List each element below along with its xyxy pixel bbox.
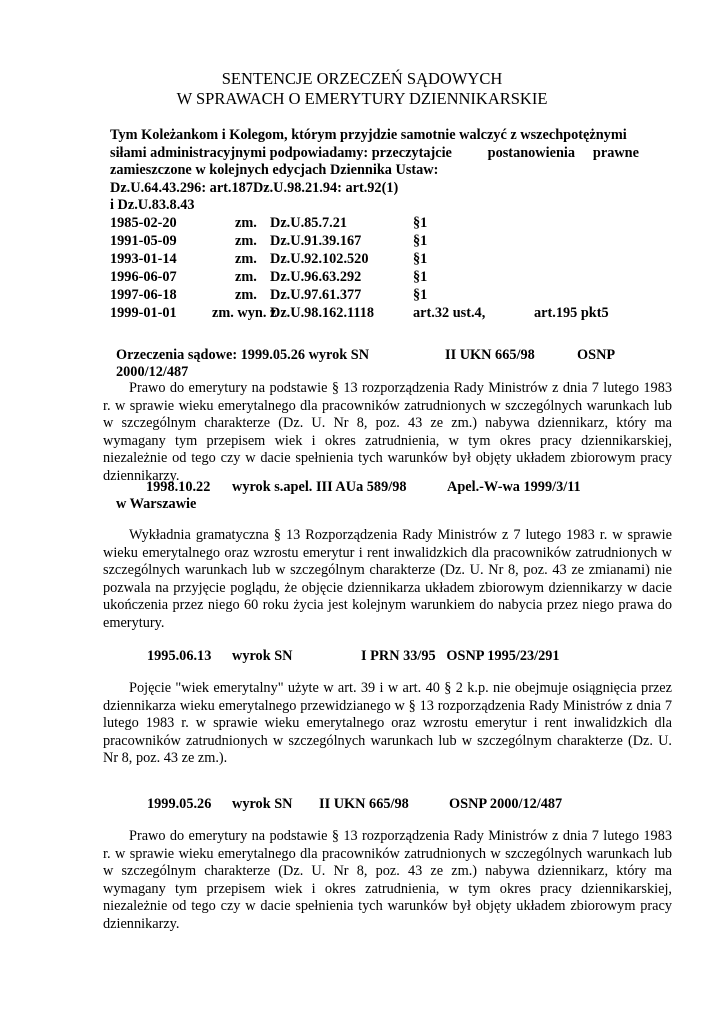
ruling-3-paragraph: Pojęcie "wiek emerytalny" użyte w art. 39 i w art. 40 § 2 k.p. nie obejmuje osiągnięcia przez dziennikarza wieku emerytalnego przewidzianego w § 13 rozporządzenia Rady Ministrów z dnia 7 lutego 1983 r. w sprawie wieku emerytalnego oraz wzrostu emerytur i rent inwalidzkich dla pracowników zatrudnionych w szczególnych warunkach lub w szczególnym charakterze (Dz. U. Nr 8, poz. 43 ze zm.). [103, 680, 672, 767]
ruling-2-kind: wyrok s.apel. III AUa 589/98 [232, 479, 407, 495]
amendment-ref: Dz.U.98.162.1118 [270, 305, 375, 321]
ruling-2-text [103, 527, 672, 633]
document-title-line-2: W SPRAWACH O EMERYTURY DZIENNIKARSKIE [176, 89, 548, 108]
amendment-section: §1 [413, 269, 428, 285]
amendment-date: 1996-06-07 [110, 269, 177, 285]
intro-line: zamieszczone w kolejnych edycjach Dziennika Ustaw: [110, 162, 439, 179]
intro-line: siłami administracyjnymi podpowiadamy: przeczytajcie postanowienia prawne [110, 144, 639, 161]
intro-line: i Dz.U.83.8.43 [110, 197, 195, 214]
amendment-date: 1999-01-01 [110, 305, 177, 321]
amendment-type: zm. [235, 269, 257, 285]
amendment-type: zm. [235, 215, 257, 231]
ruling-4-text [103, 828, 672, 934]
amendment-type: zm. [235, 251, 257, 267]
amendment-extra: art.195 pkt5 [534, 305, 609, 321]
amendment-ref: Dz.U.97.61.377 [270, 287, 362, 303]
ruling-1-osnp: OSNP [577, 347, 616, 363]
ruling-4-case: II UKN 665/98 [319, 796, 409, 812]
amendment-section: §1 [413, 215, 428, 231]
ruling-4-ref: OSNP 2000/12/487 [449, 796, 563, 812]
amendment-ref: Dz.U.85.7.21 [270, 215, 348, 231]
amendment-ref: Dz.U.96.63.292 [270, 269, 362, 285]
ruling-4-date: 1999.05.26 [147, 796, 212, 812]
ruling-4-paragraph: Prawo do emerytury na podstawie § 13 rozporządzenia Rady Ministrów z dnia 7 lutego 1983 r. w sprawie wieku emerytalnego dla pracowników zatrudnionych w szczególnych warunkach lub w szczególnym charakterze (Dz. U. Nr 8, poz. 43 ze zm.) nabywa dziennikarz, który ma wymagany tym przepisem wiek i okres zatrudnienia, w tym okres pracy dziennikarskiej, niezależnie od tego czy w dacie spełnienia tych warunków był objęty układem zbiorowym pracy dziennikarzy. [103, 828, 672, 932]
ruling-3-kind: wyrok SN [232, 648, 293, 664]
amendment-section: §1 [413, 287, 428, 303]
ruling-1-paragraph: Prawo do emerytury na podstawie § 13 rozporządzenia Rady Ministrów z dnia 7 lutego 1983 r. w sprawie wieku emerytalnego dla pracowników zatrudnionych w szczególnych warunkach lub w szczególnym charakterze (Dz. U. Nr 8, poz. 43 ze zm.) nabywa dziennikarz, który ma wymagany tym przepisem wiek i okres zatrudnienia, w tym okres pracy dziennikarskiej, niezależnie od tego czy w dacie spełnienia tych warunków był objęty układem zbiorowym pracy dziennikarzy. [103, 380, 672, 484]
intro-line: Dz.U.64.43.296: art.187Dz.U.98.21.94: art.92(1) [110, 179, 399, 196]
amendment-type: zm. wyn. z [212, 305, 277, 321]
ruling-2-place: w Warszawie [116, 496, 197, 512]
amendment-ref: Dz.U.92.102.520 [270, 251, 369, 267]
amendment-date: 1997-06-18 [110, 287, 177, 303]
amendment-type: zm. [235, 287, 257, 303]
ruling-1-case: II UKN 665/98 [445, 347, 535, 363]
ruling-1-text [103, 380, 672, 486]
ruling-1-label: Orzeczenia sądowe: 1999.05.26 wyrok SN [116, 347, 370, 363]
amendment-section: art.32 ust.4, [413, 305, 486, 321]
ruling-1-osnp-ref: 2000/12/487 [116, 364, 189, 380]
ruling-2-date: 1998.10.22 [146, 479, 211, 495]
amendment-section: §1 [413, 251, 428, 267]
amendment-date: 1985-02-20 [110, 215, 177, 231]
ruling-4-kind: wyrok SN [232, 796, 293, 812]
ruling-2-paragraph: Wykładnia gramatyczna § 13 Rozporządzenia Rady Ministrów z 7 lutego 1983 r. w sprawie wieku emerytalnego oraz wzrostu emerytur i rent inwalidzkich dla pracowników zatrudnionych w szczególnych warunkach lub w szczególnym charakterze (Dz. U. Nr 8, poz. 43 ze zmianami) nie pozwala na przyjęcie poglądu, że objęcie dziennikarza układem zbiorowym dziennikarzy w dacie ukończenia przez niego 60 roku życia jest kolejnym warunkiem do nabycia przez niego prawa do emerytury. [103, 527, 672, 631]
amendment-type: zm. [235, 233, 257, 249]
intro-paragraph [110, 127, 672, 215]
amendment-section: §1 [413, 233, 428, 249]
document-title-line-1: SENTENCJE ORZECZEŃ SĄDOWYCH [221, 69, 503, 88]
amendment-date: 1993-01-14 [110, 251, 177, 267]
ruling-3-date: 1995.06.13 [147, 648, 212, 664]
ruling-3-ref: I PRN 33/95 OSNP 1995/23/291 [361, 648, 560, 664]
amendment-date: 1991-05-09 [110, 233, 177, 249]
ruling-2-ref: Apel.-W-wa 1999/3/11 [447, 479, 581, 495]
intro-line: Tym Koleżankom i Kolegom, którym przyjdzie samotnie walczyć z wszechpotężnymi [110, 127, 627, 143]
amendment-ref: Dz.U.91.39.167 [270, 233, 362, 249]
ruling-3-text [103, 680, 672, 768]
